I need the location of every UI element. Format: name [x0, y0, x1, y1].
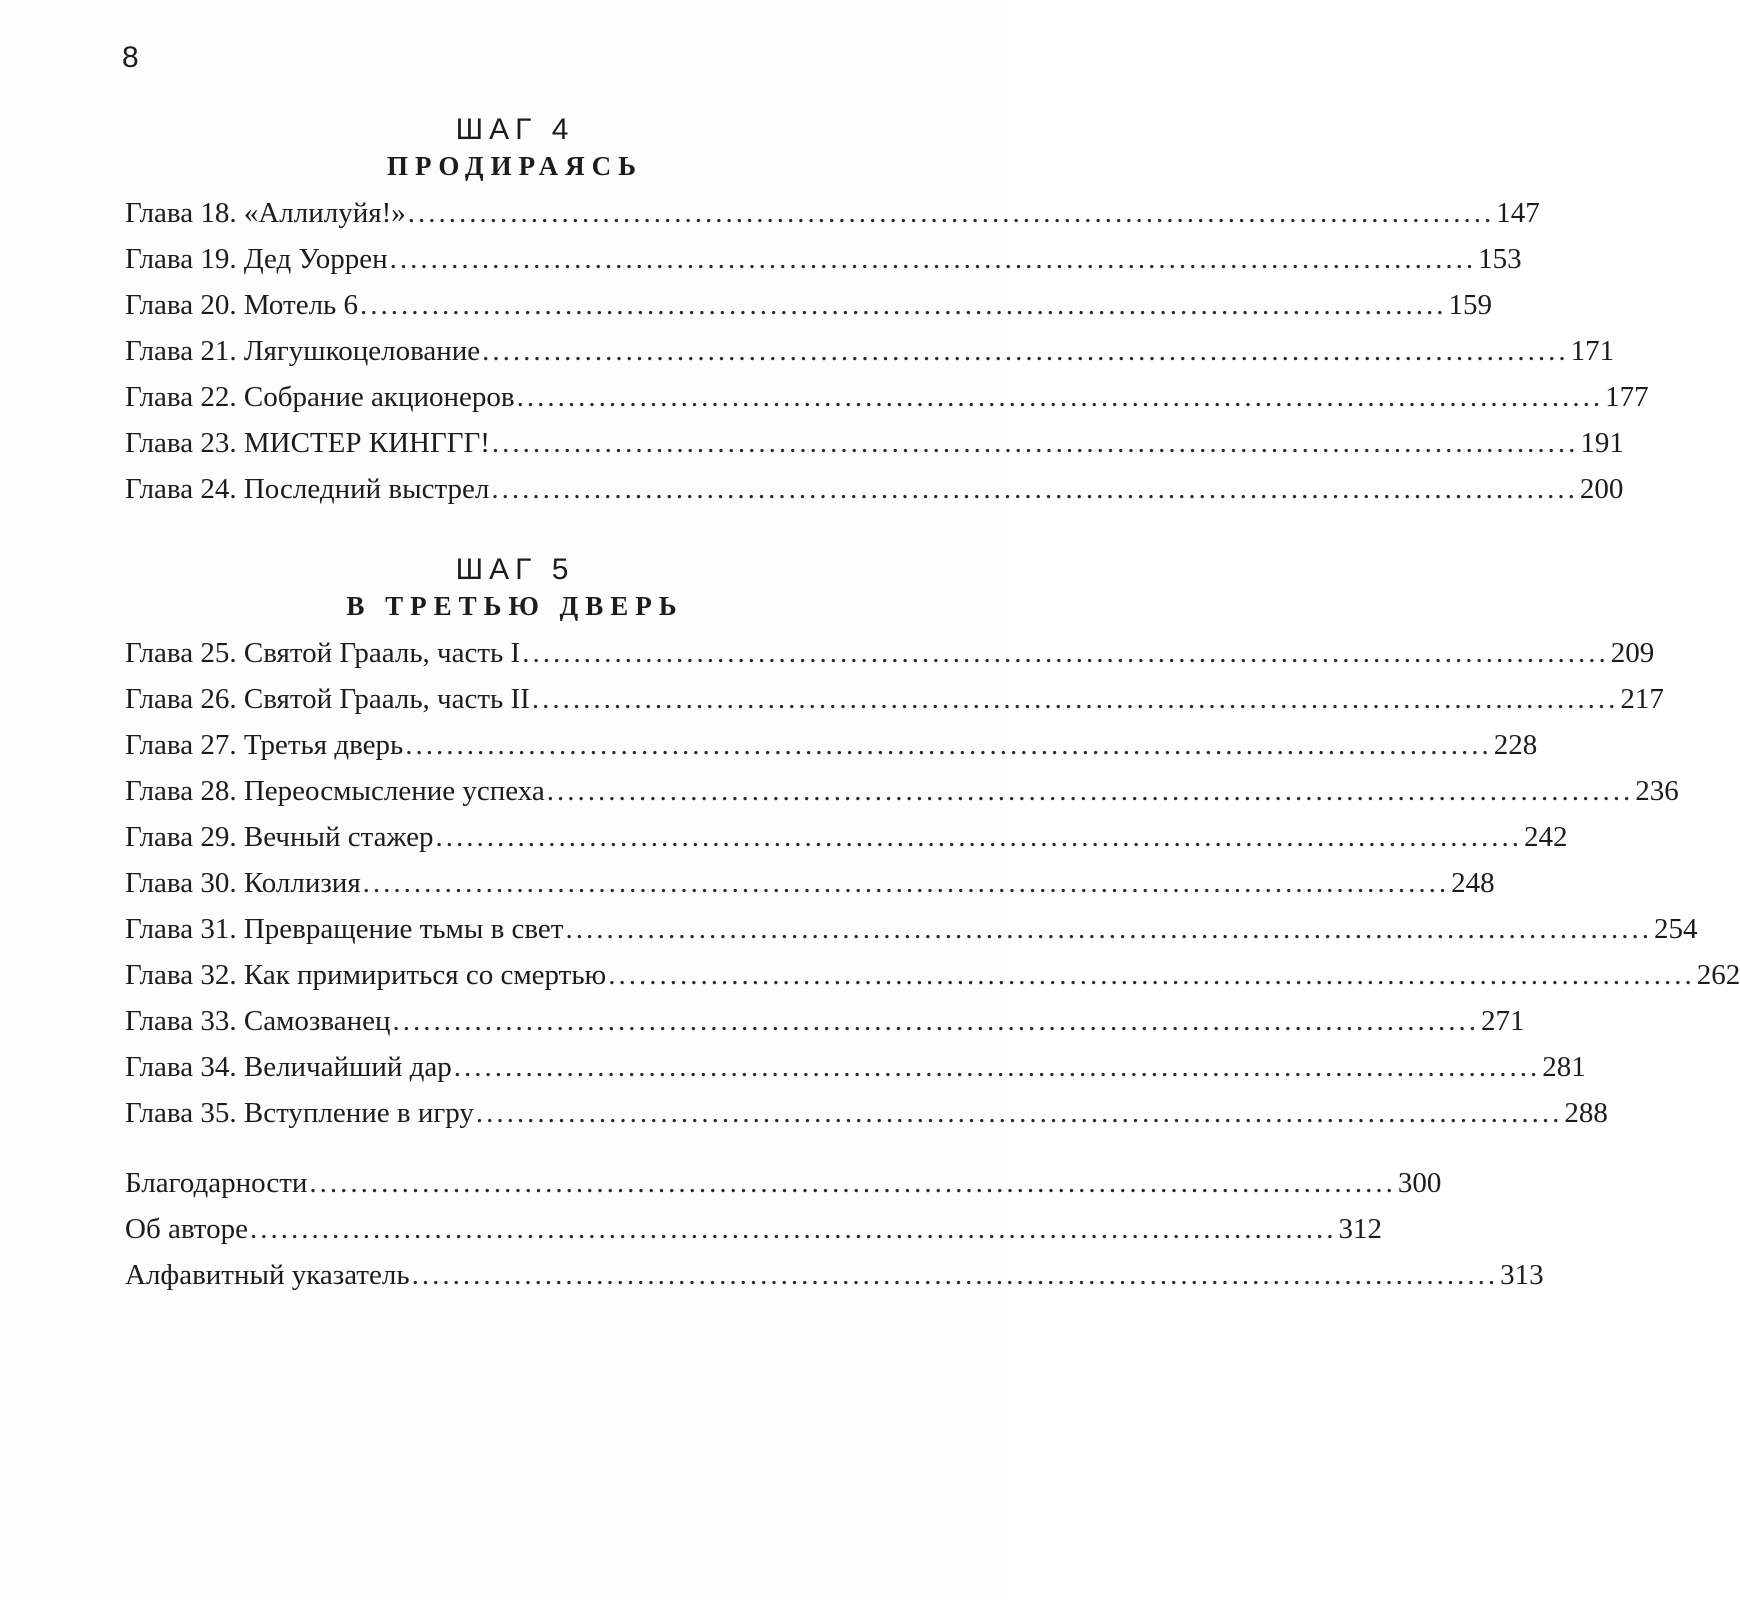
- toc-entry-title: Глава 22. Собрание акционеров: [125, 381, 515, 413]
- toc-entry-page: 147: [1496, 197, 1540, 229]
- toc-list-step-5: [125, 630, 1740, 1136]
- toc-entry-title: Глава 26. Святой Грааль, часть II: [125, 683, 530, 715]
- toc-entry-page: 288: [1564, 1097, 1608, 1129]
- toc-entry-page: 242: [1524, 821, 1568, 853]
- dot-leader: ..........................................................................................................: [309, 1167, 1396, 1199]
- toc-entry-page: 271: [1480, 1005, 1525, 1037]
- toc-entry[interactable]: [125, 328, 1615, 374]
- toc-entry-page: 228: [1493, 729, 1538, 761]
- toc-entry[interactable]: [125, 282, 1493, 328]
- toc-entry-page: 177: [1605, 381, 1649, 413]
- toc-entry-page: 254: [1653, 913, 1698, 945]
- toc-entry-page: 200: [1579, 473, 1624, 505]
- dot-leader: ..........................................................................................................: [389, 243, 1477, 275]
- toc-entry-title: Об авторе: [125, 1213, 248, 1245]
- toc-entry[interactable]: [125, 1206, 1382, 1252]
- dot-leader: ..........................................................................................................: [392, 1005, 1479, 1037]
- dot-leader: ..........................................................................................................: [491, 473, 1578, 505]
- toc-entry[interactable]: [125, 236, 1522, 282]
- toc-entry[interactable]: [125, 1090, 1608, 1136]
- toc-list-back-matter: [125, 1160, 1544, 1298]
- dot-leader: ..........................................................................................................: [435, 821, 1523, 853]
- toc-entry-title: Глава 35. Вступление в игру: [125, 1097, 474, 1129]
- toc-entry[interactable]: [125, 1160, 1442, 1206]
- toc-entry-page: 217: [1620, 683, 1664, 715]
- step-title: ПРОДИРАЯСЬ: [387, 151, 643, 181]
- toc-entry[interactable]: [125, 1252, 1544, 1298]
- toc-entry-title: Благодарности: [125, 1167, 308, 1199]
- toc-entry-page: 191: [1580, 427, 1624, 459]
- toc-entry-title: Алфавитный указатель: [125, 1259, 410, 1291]
- toc-entry-title: Глава 20. Мотель 6: [125, 289, 359, 321]
- toc-entry-title: Глава 34. Величайший дар: [125, 1051, 452, 1083]
- dot-leader: ..........................................................................................................: [360, 289, 1447, 321]
- dot-leader: ..........................................................................................................: [249, 1213, 1337, 1245]
- toc-entry[interactable]: [125, 814, 1568, 860]
- dot-leader: ..........................................................................................................: [453, 1051, 1541, 1083]
- toc-entry-page: 236: [1635, 775, 1679, 807]
- toc-entry[interactable]: [125, 630, 1655, 676]
- toc-entry-title: Глава 28. Переосмысление успеха: [125, 775, 545, 807]
- dot-leader: ..........................................................................................................: [608, 959, 1695, 991]
- dot-leader: ..........................................................................................................: [411, 1259, 1499, 1291]
- toc-entry-title: Глава 24. Последний выстрел: [125, 473, 490, 505]
- toc-entry[interactable]: [125, 190, 1540, 236]
- toc-entry[interactable]: [125, 906, 1698, 952]
- toc-entry-page: 153: [1478, 243, 1522, 275]
- section-step-5: [0, 552, 1008, 624]
- toc-entry-page: 262: [1696, 959, 1740, 991]
- toc-entry-page: 159: [1448, 289, 1493, 321]
- toc-entry-title: Глава 31. Превращение тьмы в свет: [125, 913, 564, 945]
- dot-leader: ..........................................................................................................: [522, 637, 1609, 669]
- dot-leader: ..........................................................................................................: [475, 1097, 1563, 1129]
- toc-entry-title: Глава 25. Святой Грааль, часть I: [125, 637, 521, 669]
- toc-entry-title: Глава 32. Как примириться со смертью: [125, 959, 607, 991]
- toc-entry-title: Глава 21. Лягушкоцелование: [125, 335, 481, 367]
- page-number: 8: [122, 41, 139, 74]
- step-heading: ШАГ 4: [455, 113, 575, 146]
- section-step-4: [0, 112, 1008, 184]
- toc-entry-title: Глава 33. Самозванец: [125, 1005, 391, 1037]
- toc-entry-page: 300: [1397, 1167, 1442, 1199]
- dot-leader: ..........................................................................................................: [405, 729, 1492, 761]
- toc-entry-page: 313: [1500, 1259, 1544, 1291]
- toc-entry[interactable]: [125, 374, 1649, 420]
- toc-entry[interactable]: [125, 420, 1624, 466]
- dot-leader: ..........................................................................................................: [407, 197, 1495, 229]
- step-title: В ТРЕТЬЮ ДВЕРЬ: [346, 591, 684, 621]
- toc-entry[interactable]: [125, 860, 1495, 906]
- toc-entry-page: 281: [1542, 1051, 1586, 1083]
- toc-entry-title: Глава 29. Вечный стажер: [125, 821, 434, 853]
- dot-leader: ..........................................................................................................: [482, 335, 1569, 367]
- toc-entry[interactable]: [125, 768, 1679, 814]
- dot-leader: ..........................................................................................................: [516, 381, 1604, 413]
- toc-entry-title: Глава 27. Третья дверь: [125, 729, 404, 761]
- toc-entry[interactable]: [125, 998, 1525, 1044]
- dot-leader: ..........................................................................................................: [565, 913, 1652, 945]
- step-heading: ШАГ 5: [455, 553, 575, 586]
- toc-entry[interactable]: [125, 676, 1664, 722]
- toc-entry[interactable]: [125, 952, 1740, 998]
- toc-entry-page: 312: [1338, 1213, 1382, 1245]
- toc-entry-page: 248: [1451, 867, 1495, 899]
- dot-leader: ..........................................................................................................: [362, 867, 1450, 899]
- toc-entry-title: Глава 18. «Аллилуйя!»: [125, 197, 406, 229]
- toc-entry-page: 209: [1610, 637, 1655, 669]
- toc-entry-title: Глава 19. Дед Уоррен: [125, 243, 388, 275]
- toc-entry[interactable]: [125, 1044, 1586, 1090]
- dot-leader: ..........................................................................................................: [546, 775, 1634, 807]
- toc-list-step-4: [125, 190, 1649, 512]
- toc-entry[interactable]: [125, 466, 1624, 512]
- dot-leader: ..........................................................................................................: [491, 427, 1579, 459]
- toc-entry[interactable]: [125, 722, 1538, 768]
- dot-leader: ..........................................................................................................: [531, 683, 1619, 715]
- toc-entry-title: Глава 23. МИСТЕР КИНГГГ!: [125, 427, 490, 459]
- toc-entry-page: 171: [1570, 335, 1615, 367]
- toc-entry-title: Глава 30. Коллизия: [125, 867, 361, 899]
